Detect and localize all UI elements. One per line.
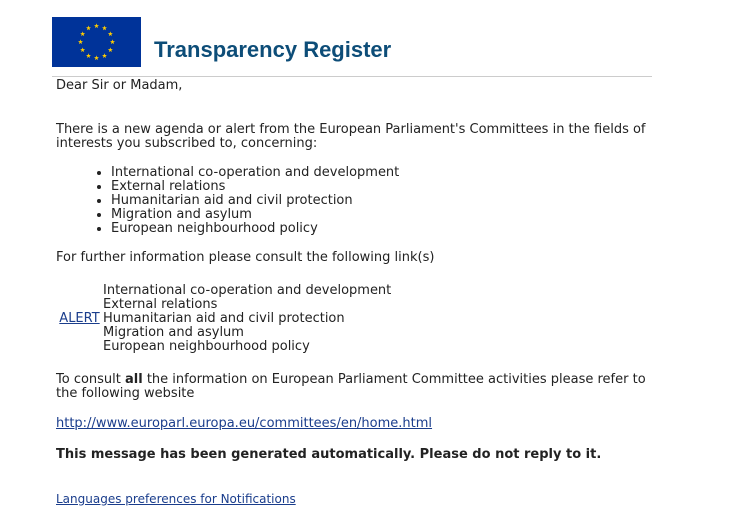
table-row [56,284,391,298]
table-row [56,326,391,340]
alert-topic: European neighbourhood policy [103,339,310,354]
language-preferences-link[interactable]: Languages preferences for Notifications [56,492,296,506]
alert-topic: Humanitarian aid and civil protection [103,311,345,326]
eu-flag-icon [52,17,141,67]
page-title: Transparency Register [154,37,392,62]
list-item: • Migration and asylum [111,208,652,222]
list-item: • European neighbourhood policy [111,222,652,236]
email-container [52,17,652,506]
alert-topic: Migration and asylum [103,325,244,340]
eu-flag-stars [52,17,141,67]
alert-link[interactable]: ALERT [59,311,100,326]
alert-cell [56,284,103,354]
consult-suffix: the information on European Parliament Committee activities please refer to the following website [56,372,646,401]
consult-text [56,373,651,401]
alert-table [56,284,391,354]
further-info-text: For further information please consult the following link(s) [56,250,435,265]
alert-topic: International co-operation and development [103,283,392,298]
email-body [52,79,652,506]
consult-prefix: To consult [56,372,126,387]
list-item: • Humanitarian aid and civil protection [111,194,652,208]
header-divider [52,76,652,77]
consult-bold: all [125,372,143,387]
table-row [56,312,391,326]
website-line [56,417,652,431]
header [52,17,652,67]
alert-topic: External relations [103,297,218,312]
intro-text: There is a new agenda or alert from the European Parliament's Committees in the fields of interests you subscribed to, concerning: [56,122,646,151]
list-item: • External relations [111,180,652,194]
table-row [56,340,391,354]
topics-list [56,166,652,236]
website-link[interactable]: http://www.europarl.europa.eu/committees/en/home.html [56,416,433,431]
language-line [56,492,652,506]
auto-message: This message has been generated automatically. Please do not reply to it. [56,447,602,462]
greeting: Dear Sir or Madam, [56,78,183,93]
table-row [56,298,391,312]
list-item: • International co-operation and development [111,166,652,180]
